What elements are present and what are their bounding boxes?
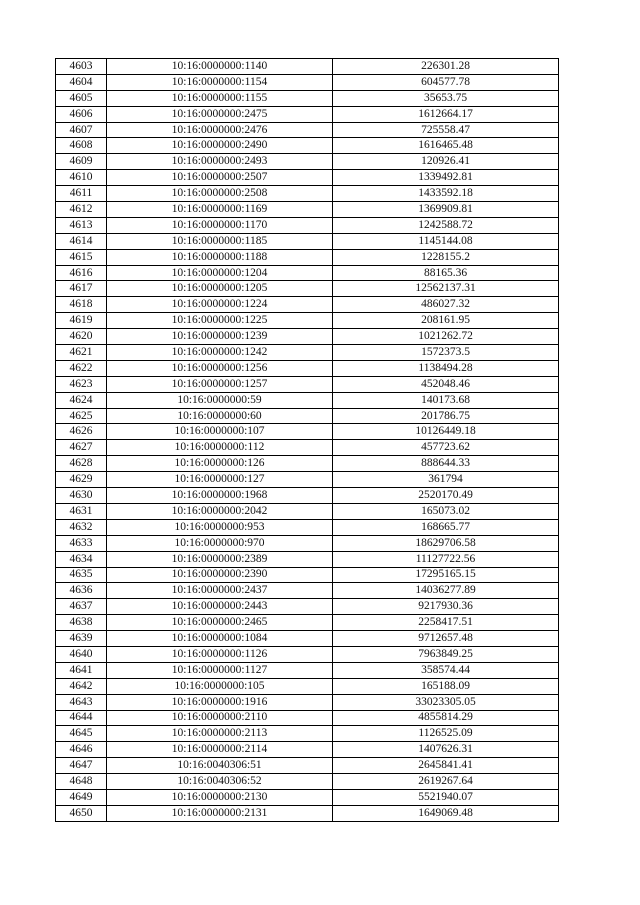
value-cell: 1433592.18 <box>333 186 559 202</box>
cadastral-number-cell: 10:16:0000000:1257 <box>107 376 333 392</box>
row-number-cell: 4628 <box>56 456 107 472</box>
table-row <box>56 678 559 694</box>
cadastral-number-cell: 10:16:0000000:105 <box>107 678 333 694</box>
row-number-cell: 4617 <box>56 281 107 297</box>
cadastral-number-cell: 10:16:0000000:1224 <box>107 297 333 313</box>
row-number-cell: 4639 <box>56 631 107 647</box>
row-number-cell: 4616 <box>56 265 107 281</box>
cadastral-number-cell: 10:16:0000000:1256 <box>107 360 333 376</box>
cadastral-number-cell: 10:16:0040306:52 <box>107 774 333 790</box>
row-number-cell: 4624 <box>56 392 107 408</box>
value-cell: 201786.75 <box>333 408 559 424</box>
cadastral-number-cell: 10:16:0000000:59 <box>107 392 333 408</box>
cadastral-number-cell: 10:16:0040306:51 <box>107 758 333 774</box>
cadastral-number-cell: 10:16:0000000:2437 <box>107 583 333 599</box>
table-row <box>56 583 559 599</box>
table-row <box>56 742 559 758</box>
table-row <box>56 408 559 424</box>
row-number-cell: 4622 <box>56 360 107 376</box>
value-cell: 1145144.08 <box>333 233 559 249</box>
cadastral-number-cell: 10:16:0000000:2130 <box>107 789 333 805</box>
row-number-cell: 4625 <box>56 408 107 424</box>
value-cell: 2645841.41 <box>333 758 559 774</box>
row-number-cell: 4640 <box>56 646 107 662</box>
row-number-cell: 4637 <box>56 599 107 615</box>
value-cell: 2520170.49 <box>333 488 559 504</box>
cadastral-number-cell: 10:16:0000000:1170 <box>107 217 333 233</box>
row-number-cell: 4633 <box>56 535 107 551</box>
cadastral-number-cell: 10:16:0000000:2476 <box>107 122 333 138</box>
table-row <box>56 297 559 313</box>
value-cell: 452048.46 <box>333 376 559 392</box>
table-row <box>56 202 559 218</box>
table-row <box>56 774 559 790</box>
cadastral-number-cell: 10:16:0000000:2042 <box>107 503 333 519</box>
table-row <box>56 551 559 567</box>
value-cell: 1339492.81 <box>333 170 559 186</box>
table-row <box>56 59 559 75</box>
row-number-cell: 4626 <box>56 424 107 440</box>
table-row <box>56 313 559 329</box>
row-number-cell: 4606 <box>56 106 107 122</box>
row-number-cell: 4627 <box>56 440 107 456</box>
value-cell: 2258417.51 <box>333 615 559 631</box>
row-number-cell: 4607 <box>56 122 107 138</box>
value-cell: 1616465.48 <box>333 138 559 154</box>
cadastral-number-cell: 10:16:0000000:2389 <box>107 551 333 567</box>
value-cell: 35653.75 <box>333 90 559 106</box>
cadastral-number-cell: 10:16:0000000:1968 <box>107 488 333 504</box>
table-row <box>56 360 559 376</box>
row-number-cell: 4608 <box>56 138 107 154</box>
table-row <box>56 233 559 249</box>
value-cell: 140173.68 <box>333 392 559 408</box>
table-row <box>56 646 559 662</box>
value-cell: 168665.77 <box>333 519 559 535</box>
table-row <box>56 138 559 154</box>
cadastral-number-cell: 10:16:0000000:127 <box>107 472 333 488</box>
cadastral-number-cell: 10:16:0000000:2131 <box>107 805 333 821</box>
table-row <box>56 567 559 583</box>
cadastral-number-cell: 10:16:0000000:112 <box>107 440 333 456</box>
value-cell: 1612664.17 <box>333 106 559 122</box>
cadastral-number-cell: 10:16:0000000:2114 <box>107 742 333 758</box>
row-number-cell: 4635 <box>56 567 107 583</box>
row-number-cell: 4613 <box>56 217 107 233</box>
cadastral-number-cell: 10:16:0000000:970 <box>107 535 333 551</box>
row-number-cell: 4647 <box>56 758 107 774</box>
table-row <box>56 599 559 615</box>
cadastral-number-cell: 10:16:0000000:1126 <box>107 646 333 662</box>
value-cell: 12562137.31 <box>333 281 559 297</box>
table-row <box>56 217 559 233</box>
cadastral-number-cell: 10:16:0000000:1204 <box>107 265 333 281</box>
cadastral-number-cell: 10:16:0000000:1169 <box>107 202 333 218</box>
cadastral-number-cell: 10:16:0000000:1140 <box>107 59 333 75</box>
value-cell: 18629706.58 <box>333 535 559 551</box>
value-cell: 1138494.28 <box>333 360 559 376</box>
cadastral-number-cell: 10:16:0000000:60 <box>107 408 333 424</box>
row-number-cell: 4603 <box>56 59 107 75</box>
cadastral-number-cell: 10:16:0000000:1239 <box>107 329 333 345</box>
row-number-cell: 4604 <box>56 74 107 90</box>
table-row <box>56 249 559 265</box>
table-body <box>56 59 559 822</box>
value-cell: 7963849.25 <box>333 646 559 662</box>
value-cell: 486027.32 <box>333 297 559 313</box>
row-number-cell: 4641 <box>56 662 107 678</box>
table-row <box>56 503 559 519</box>
value-cell: 165073.02 <box>333 503 559 519</box>
cadastral-number-cell: 10:16:0000000:2443 <box>107 599 333 615</box>
table-row <box>56 265 559 281</box>
cadastral-number-cell: 10:16:0000000:1225 <box>107 313 333 329</box>
table-row <box>56 170 559 186</box>
row-number-cell: 4642 <box>56 678 107 694</box>
row-number-cell: 4644 <box>56 710 107 726</box>
value-cell: 888644.33 <box>333 456 559 472</box>
table-row <box>56 329 559 345</box>
row-number-cell: 4605 <box>56 90 107 106</box>
row-number-cell: 4620 <box>56 329 107 345</box>
value-cell: 1407626.31 <box>333 742 559 758</box>
value-cell: 226301.28 <box>333 59 559 75</box>
cadastral-number-cell: 10:16:0000000:1916 <box>107 694 333 710</box>
cadastral-number-cell: 10:16:0000000:2475 <box>107 106 333 122</box>
cadastral-number-cell: 10:16:0000000:1155 <box>107 90 333 106</box>
row-number-cell: 4609 <box>56 154 107 170</box>
table-row <box>56 710 559 726</box>
table-row <box>56 424 559 440</box>
row-number-cell: 4631 <box>56 503 107 519</box>
value-cell: 361794 <box>333 472 559 488</box>
cadastral-number-cell: 10:16:0000000:1127 <box>107 662 333 678</box>
table-row <box>56 106 559 122</box>
table-row <box>56 631 559 647</box>
cadastral-number-cell: 10:16:0000000:1188 <box>107 249 333 265</box>
table-row <box>56 281 559 297</box>
cadastral-number-cell: 10:16:0000000:953 <box>107 519 333 535</box>
value-cell: 33023305.05 <box>333 694 559 710</box>
row-number-cell: 4621 <box>56 345 107 361</box>
row-number-cell: 4636 <box>56 583 107 599</box>
value-cell: 1369909.81 <box>333 202 559 218</box>
row-number-cell: 4610 <box>56 170 107 186</box>
cadastral-number-cell: 10:16:0000000:1205 <box>107 281 333 297</box>
value-cell: 358574.44 <box>333 662 559 678</box>
table-row <box>56 662 559 678</box>
row-number-cell: 4648 <box>56 774 107 790</box>
row-number-cell: 4649 <box>56 789 107 805</box>
value-cell: 725558.47 <box>333 122 559 138</box>
value-cell: 11127722.56 <box>333 551 559 567</box>
table-row <box>56 789 559 805</box>
row-number-cell: 4638 <box>56 615 107 631</box>
table-row <box>56 805 559 821</box>
cadastral-number-cell: 10:16:0000000:2508 <box>107 186 333 202</box>
table-row <box>56 488 559 504</box>
table-row <box>56 122 559 138</box>
table-row <box>56 90 559 106</box>
table-row <box>56 186 559 202</box>
table-row <box>56 519 559 535</box>
cadastral-number-cell: 10:16:0000000:107 <box>107 424 333 440</box>
table-row <box>56 440 559 456</box>
row-number-cell: 4643 <box>56 694 107 710</box>
value-cell: 9217930.36 <box>333 599 559 615</box>
value-cell: 165188.09 <box>333 678 559 694</box>
table-row <box>56 535 559 551</box>
value-cell: 1649069.48 <box>333 805 559 821</box>
value-cell: 1228155.2 <box>333 249 559 265</box>
value-cell: 1126525.09 <box>333 726 559 742</box>
value-cell: 88165.36 <box>333 265 559 281</box>
cadastral-number-cell: 10:16:0000000:2390 <box>107 567 333 583</box>
value-cell: 17295165.15 <box>333 567 559 583</box>
row-number-cell: 4646 <box>56 742 107 758</box>
value-cell: 1242588.72 <box>333 217 559 233</box>
cadastral-number-cell: 10:16:0000000:1242 <box>107 345 333 361</box>
cadastral-number-cell: 10:16:0000000:2493 <box>107 154 333 170</box>
row-number-cell: 4634 <box>56 551 107 567</box>
cadastral-number-cell: 10:16:0000000:1084 <box>107 631 333 647</box>
table-row <box>56 74 559 90</box>
table-row <box>56 376 559 392</box>
table-row <box>56 758 559 774</box>
row-number-cell: 4645 <box>56 726 107 742</box>
row-number-cell: 4611 <box>56 186 107 202</box>
table-row <box>56 726 559 742</box>
value-cell: 604577.78 <box>333 74 559 90</box>
value-cell: 4855814.29 <box>333 710 559 726</box>
value-cell: 457723.62 <box>333 440 559 456</box>
row-number-cell: 4629 <box>56 472 107 488</box>
cadastral-number-cell: 10:16:0000000:1185 <box>107 233 333 249</box>
table-row <box>56 472 559 488</box>
cadastral-number-cell: 10:16:0000000:1154 <box>107 74 333 90</box>
value-cell: 9712657.48 <box>333 631 559 647</box>
value-cell: 120926.41 <box>333 154 559 170</box>
table-row <box>56 345 559 361</box>
value-cell: 208161.95 <box>333 313 559 329</box>
cadastral-number-cell: 10:16:0000000:2110 <box>107 710 333 726</box>
cadastral-value-table <box>55 58 559 822</box>
cadastral-number-cell: 10:16:0000000:126 <box>107 456 333 472</box>
table-row <box>56 392 559 408</box>
value-cell: 1021262.72 <box>333 329 559 345</box>
row-number-cell: 4630 <box>56 488 107 504</box>
row-number-cell: 4650 <box>56 805 107 821</box>
row-number-cell: 4632 <box>56 519 107 535</box>
value-cell: 5521940.07 <box>333 789 559 805</box>
cadastral-number-cell: 10:16:0000000:2113 <box>107 726 333 742</box>
table-row <box>56 456 559 472</box>
row-number-cell: 4614 <box>56 233 107 249</box>
row-number-cell: 4623 <box>56 376 107 392</box>
row-number-cell: 4618 <box>56 297 107 313</box>
value-cell: 1572373.5 <box>333 345 559 361</box>
value-cell: 2619267.64 <box>333 774 559 790</box>
table-row <box>56 615 559 631</box>
table-row <box>56 694 559 710</box>
value-cell: 10126449.18 <box>333 424 559 440</box>
cadastral-number-cell: 10:16:0000000:2490 <box>107 138 333 154</box>
row-number-cell: 4619 <box>56 313 107 329</box>
cadastral-number-cell: 10:16:0000000:2465 <box>107 615 333 631</box>
value-cell: 14036277.89 <box>333 583 559 599</box>
row-number-cell: 4612 <box>56 202 107 218</box>
table-row <box>56 154 559 170</box>
cadastral-number-cell: 10:16:0000000:2507 <box>107 170 333 186</box>
row-number-cell: 4615 <box>56 249 107 265</box>
